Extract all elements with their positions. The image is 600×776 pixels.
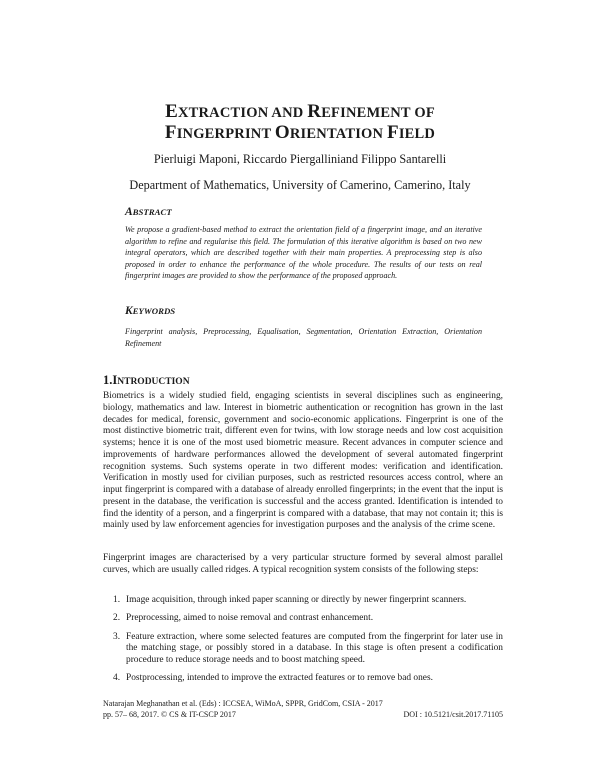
keywords-text: Fingerprint analysis, Preprocessing, Equalisation, Segmentation, Orientation Extraction, Orientation Refinement <box>125 327 482 348</box>
page-footer <box>103 699 503 720</box>
author-list: Pierluigi Maponi, Riccardo Piergalliniand Filippo Santarelli <box>153 152 447 166</box>
recognition-steps-list <box>103 595 503 692</box>
footer-doi: DOI : 10.5121/csit.2017.71105 <box>403 709 503 719</box>
list-item: 1. Image acquisition, through inked paper scanning or directly by newer fingerprint scanners. <box>113 595 467 605</box>
introduction-heading: 1.INTRODUCTION <box>103 373 190 387</box>
intro-paragraph-1: Biometrics is a widely studied field, engaging scientists in several disciplines such as engineering, biology, mathematics and law. Interest in biometric authentication or recognition has grown in the last decades for medical, forensic, government and socio-economic applications. Fingerprint is one of the most distinctive biometric trait, different even for twins, with low storage needs and low cost acquisition systems; hence it is one of the most used biometric measure. Recent advances in computer science and improvements of hardware performances allowed the development of several automated fingerprint recognition systems. Such systems operate in two different modes: verification and identification. Verification in mostly used for civilian purposes, such as restricted resources access control, where an input fingerprint is compared with a database of already enrolled fingerprints; in the event that the input is present in the database, the verification is successful and the access granted. Identification is intended to find the identity of a person, and a fingerprint is compared with a database, that may not contain it; this is mainly used by law enforcement agencies for investigation purposes and the analysis of the crime scene. <box>103 391 503 531</box>
footer-pages-copyright: pp. 57– 68, 2017. © CS & IT-CSCP 2017 <box>103 709 236 719</box>
paper-title-line-2: FINGERPRINT ORIENTATION FIELD <box>164 122 436 143</box>
abstract-heading: ABSTRACT <box>125 206 172 218</box>
abstract-text: We propose a gradient-based method to extract the orientation field of a fingerprint image, and an iterative algorithm to refine and regularise this field. The formulation of this iterative algorithm is based on two new integral operators, which are described together with their main properties. A preprocessing step is also proposed in order to enhance the performance of the whole procedure. The results of our tests on real fingerprint images are provided to show the performance of the proposed approach. <box>125 225 482 281</box>
footer-proceedings: Natarajan Meghanathan et al. (Eds) : ICCSEA, WiMoA, SPPR, GridCom, CSIA - 2017 <box>103 699 383 708</box>
keywords-heading: KEYWORDS <box>125 305 176 317</box>
list-item: 2. Preprocessing, aimed to noise removal and contrast enhancement. <box>113 613 374 624</box>
list-item: 4. Postprocessing, intended to improve the extracted features or to remove bad ones. <box>113 673 433 684</box>
paper-title-line-1: EXTRACTION AND REFINEMENT OF <box>165 101 435 122</box>
list-item: 3. Feature extraction, where some selected features are computed from the fingerprint for later use in the matching stage, or possibly stored in a database. In this stage is often present a codification procedure to reduce storage needs and to boost matching speed. <box>113 631 503 665</box>
affiliation: Department of Mathematics, University of Camerino, Camerino, Italy <box>129 178 471 192</box>
intro-paragraph-2: Fingerprint images are characterised by a very particular structure formed by several almost parallel curves, which are usually called ridges. A typical recognition system consists of the following steps: <box>103 553 503 575</box>
